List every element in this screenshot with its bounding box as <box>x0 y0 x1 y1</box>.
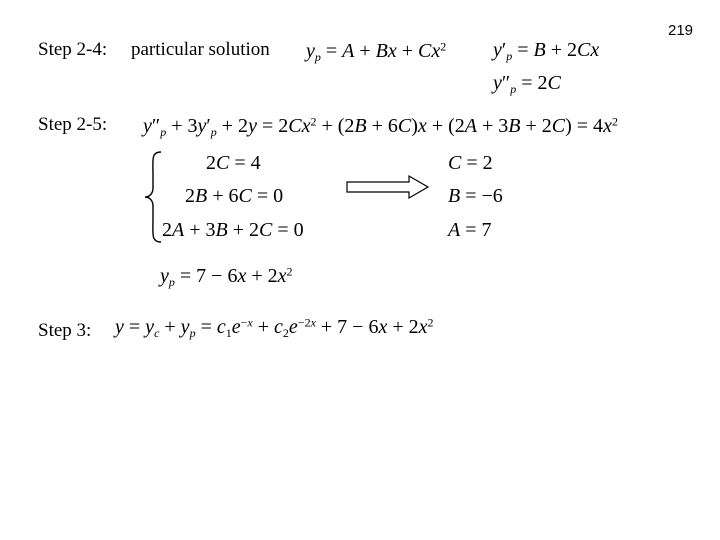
general-solution-equation: $y = y_c + y_p = c_1e^{-x} + c_2e^{-2x} + 7 - 6x + 2x^2$ <box>115 315 434 341</box>
particular-solution-result: $y_p = 7 - 6x + 2x^2$ <box>160 264 293 290</box>
system-equation-2: 2B + 6C = 0 <box>185 185 284 207</box>
solution-a: A = 7 <box>448 219 492 241</box>
step-2-4-label: Step 2-4: <box>38 39 108 60</box>
particular-solution-form: $y_p = A + Bx + Cx^2$ <box>306 39 447 65</box>
step-2-5-label: Step 2-5: <box>38 114 108 135</box>
first-derivative-equation: $y'_p = B + 2Cx$ <box>493 39 600 64</box>
substitution-equation: $y''_p + 3y'_p + 2y = 2Cx^2 + (2B + 6C)x + (2A + 3B + 2C) = 4x^2$ <box>143 114 618 140</box>
step-2-4-description: particular solution <box>131 39 270 60</box>
solution-c: C = 2 <box>448 152 493 174</box>
system-equation-1: 2C = 4 <box>206 152 261 174</box>
system-equation-3: 2A + 3B + 2C = 0 <box>162 219 304 241</box>
step-3-label: Step 3: <box>38 320 92 341</box>
implies-arrow-icon <box>345 174 431 200</box>
solution-b: B = −6 <box>448 185 503 207</box>
page-number: 219 <box>668 22 694 39</box>
second-derivative-equation: $y''_p = 2C$ <box>493 72 561 97</box>
